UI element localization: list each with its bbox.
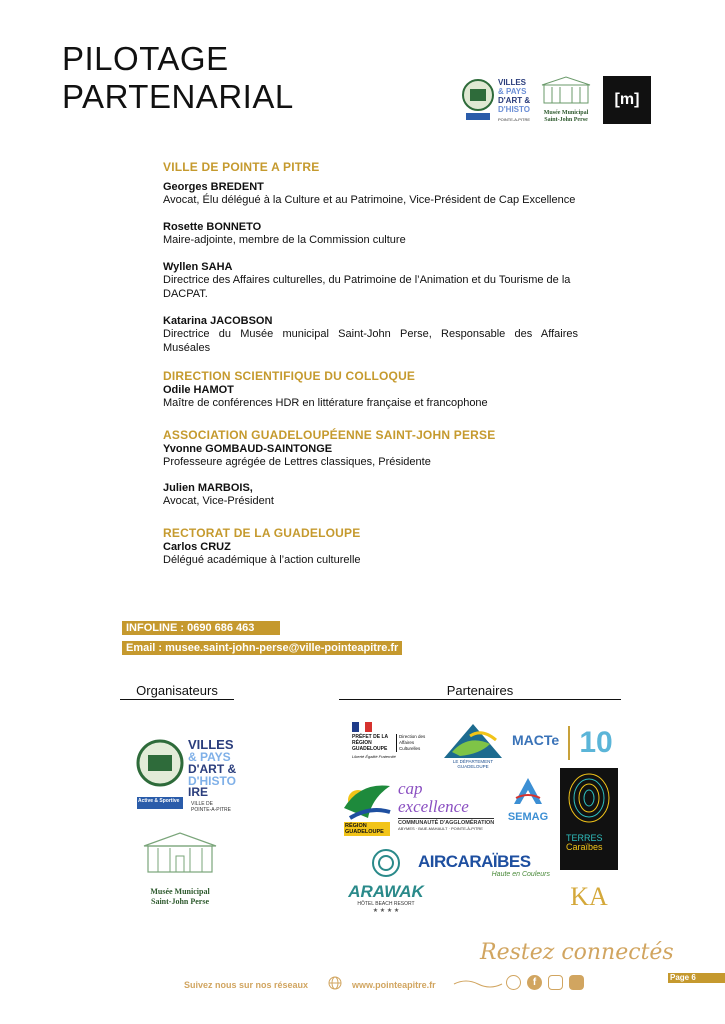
- section-heading: VILLE DE POINTE A PITRE: [163, 160, 320, 174]
- instagram-icon[interactable]: [548, 975, 563, 990]
- section-heading: DIRECTION SCIENTIFIQUE DU COLLOQUE: [163, 369, 416, 383]
- ten-text: 10: [579, 726, 613, 759]
- ville-de-text: VILLE DE: [191, 801, 213, 807]
- section-rectorat: [163, 526, 583, 567]
- section-association: [163, 428, 583, 508]
- arawak-stars: ★ ★ ★ ★: [372, 908, 400, 914]
- svg-text:VILLES: VILLES: [498, 78, 527, 87]
- person-desc: Directrice des Affaires culturelles, du Patrimoine de l’Animation et du Tourisme de la DACPAT.: [163, 274, 571, 300]
- semag-text: SEMAG: [507, 811, 549, 823]
- person: [163, 315, 583, 355]
- email-banner[interactable]: [122, 638, 402, 656]
- aircaraibes-logo: [418, 852, 550, 882]
- person-desc: Avocat, Élu délégué à la Culture et au Patrimoine, Vice-Président de Cap Excellence: [163, 194, 576, 206]
- footer-follow: Suivez nous sur nos réseaux: [184, 980, 309, 990]
- header-villes-logo: [460, 75, 530, 125]
- person-desc: Avocat, Vice-Président: [163, 495, 274, 507]
- title-line-1: PILOTAGE: [62, 40, 229, 77]
- person-name: Georges BREDENT: [163, 181, 264, 193]
- dac-text: Direction des Affaires Culturelles: [396, 734, 431, 752]
- ka-logo: [560, 880, 618, 914]
- active-sportive-label: Active & Sportive: [138, 798, 180, 804]
- prefet-sub: Liberté Égalité Fraternité: [352, 754, 396, 759]
- header-m-logo: [603, 76, 651, 124]
- svg-text:& PAYS: & PAYS: [498, 87, 527, 96]
- m-logo-mark: [m]: [614, 91, 640, 108]
- person-name: Carlos CRUZ: [163, 541, 231, 553]
- prefet-logo: [350, 722, 428, 768]
- content-sections: [163, 160, 583, 577]
- header-musee-logo: [538, 75, 594, 127]
- person-desc: Délégué académique à l’action culturelle: [163, 554, 361, 566]
- arawak-text: ARAWAK: [348, 882, 424, 901]
- person-name: Katarina JACOBSON: [163, 315, 273, 327]
- cap-excellence-logo: [398, 779, 495, 831]
- terres-caraibes-logo: [560, 768, 618, 870]
- pointe-text: POINTE-A-PITRE: [191, 807, 232, 813]
- svg-text:VILLES: VILLES: [188, 737, 234, 752]
- person-name: Odile HAMOT: [163, 384, 234, 396]
- macte-divider: [568, 726, 570, 760]
- prefet-text: PRÉFET DE LA RÉGION GUADELOUPE: [352, 734, 388, 752]
- macte-text: MACTe: [512, 732, 560, 748]
- svg-text:POINTE-A-PITRE: POINTE-A-PITRE: [498, 117, 530, 122]
- facebook-icon[interactable]: f: [527, 975, 542, 990]
- ka-text: KA: [570, 882, 608, 911]
- person-name: Yvonne GOMBAUD-SAINTONGE: [163, 443, 333, 455]
- region-logo: [340, 778, 394, 836]
- organiser-villes-logo: [135, 735, 237, 813]
- person: [163, 181, 583, 207]
- footer-site-link[interactable]: www.pointeapitre.fr: [352, 980, 436, 990]
- musee-building-icon: [538, 75, 594, 105]
- person: [163, 261, 583, 301]
- person: [163, 384, 583, 410]
- globe-icon: [328, 976, 342, 995]
- partners-heading-text: Partenaires: [446, 683, 514, 698]
- arawak-emblem-icon: [369, 848, 403, 878]
- organisers-heading: [120, 683, 234, 700]
- organiser-musee-logo: [140, 830, 220, 906]
- header-musee-line2: Saint-John Perse: [544, 117, 588, 123]
- villes-emblem-icon: [460, 75, 530, 125]
- svg-text:D'ART &: D'ART &: [188, 762, 237, 776]
- person-desc: Professeure agrégée de Lettres classiques, Présidente: [163, 456, 431, 468]
- departement-text: LE DÉPARTEMENT GUADELOUPE: [452, 759, 494, 769]
- region-emblem-icon: [340, 778, 394, 822]
- terres-text-2: Caraïbes: [566, 842, 603, 852]
- musee-building-icon: [140, 830, 220, 876]
- section-direction: [163, 369, 583, 410]
- person: [163, 541, 583, 567]
- svg-text:D'ART &: D'ART &: [498, 96, 530, 105]
- tricolor-flag-icon: [352, 722, 372, 732]
- section-heading: RECTORAT DE LA GUADELOUPE: [163, 526, 361, 540]
- departement-logo: [440, 722, 506, 768]
- cap-sub2: ABYMES · BAIE-MAHAULT · POINTE-À-PITRE: [398, 826, 483, 831]
- person-name: Julien MARBOIS,: [163, 482, 253, 494]
- section-ville: [163, 160, 583, 355]
- title-line-2: PARTENARIAL: [62, 78, 294, 115]
- partners-heading: [339, 683, 621, 700]
- person: [163, 482, 583, 508]
- organiser-musee-line2: Saint-John Perse: [151, 897, 209, 906]
- email-link[interactable]: Email : musee.saint-john-perse@ville-pointeapitre.fr: [122, 641, 402, 655]
- youtube-icon[interactable]: [569, 975, 584, 990]
- infoline-text: INFOLINE : 0690 686 463: [122, 621, 280, 635]
- organiser-ville-label: [191, 801, 231, 813]
- section-heading: ASSOCIATION GUADELOUPÉENNE SAINT-JOHN PERSE: [163, 428, 496, 442]
- svg-text:IRE: IRE: [188, 785, 209, 799]
- person-name: Rosette BONNETO: [163, 221, 262, 233]
- departement-island-icon: [440, 722, 506, 760]
- aircaraibes-sub: Haute en Couleurs: [491, 871, 550, 878]
- person-desc: Maître de conférences HDR en littérature française et francophone: [163, 397, 488, 409]
- region-text: RÉGION GUADELOUPE: [344, 822, 390, 836]
- svg-text:& PAYS: & PAYS: [188, 750, 231, 764]
- svg-text:D'HISTO: D'HISTO: [498, 105, 530, 114]
- svg-text:D'HISTO: D'HISTO: [188, 774, 236, 788]
- semag-mark-icon: [510, 776, 546, 806]
- cap-sub: COMMUNAUTÉ D'AGGLOMÉRATION: [398, 820, 495, 826]
- page-number-badge: Page 6: [668, 973, 725, 983]
- header-musee-line1: Musée Municipal: [543, 110, 589, 116]
- infoline-banner: [122, 618, 280, 636]
- macte-logo: [512, 732, 559, 748]
- cap-text: cap excellence: [398, 779, 469, 816]
- person-desc: Maire-adjointe, membre de la Commission culture: [163, 234, 406, 246]
- person-name: Wyllen SAHA: [163, 261, 233, 273]
- social-icons: [506, 975, 584, 990]
- organiser-musee-line1: Musée Municipal: [150, 887, 210, 896]
- terres-text-1: TERRES: [566, 833, 603, 843]
- person-desc: Directrice du Musée municipal Saint-John Perse, Responsable des Affaires Muséales: [163, 328, 578, 354]
- arawak-sub: HÔTEL BEACH RESORT: [357, 901, 415, 907]
- squiggle-icon: [452, 976, 504, 995]
- person: [163, 443, 583, 469]
- aircaraibes-text: AIRCARAÏBES: [418, 852, 531, 871]
- person: [163, 221, 583, 247]
- whatsapp-icon[interactable]: [506, 975, 521, 990]
- page-title: [62, 40, 294, 116]
- organisers-heading-text: Organisateurs: [136, 683, 218, 698]
- footer-restez: Restez connectés: [480, 940, 674, 965]
- ten-years-logo: [574, 724, 618, 762]
- fingerprint-pattern-icon: [560, 768, 618, 830]
- semag-logo: [502, 776, 554, 832]
